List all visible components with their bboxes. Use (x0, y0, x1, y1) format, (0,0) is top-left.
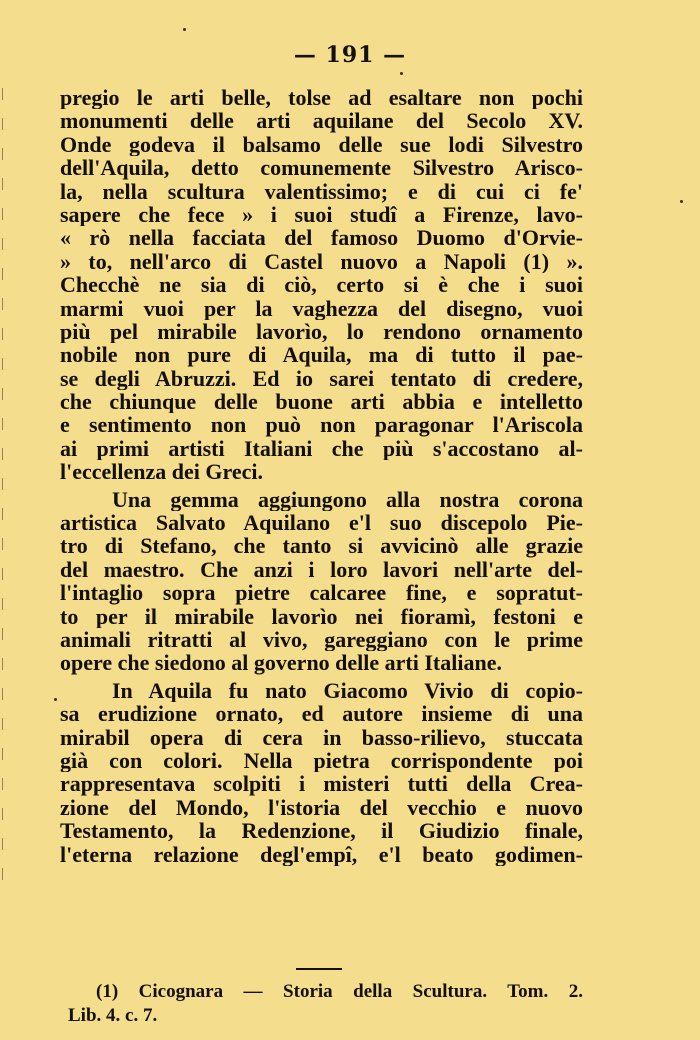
gutter-mark (2, 358, 7, 370)
text-line: « rò nella facciata del famoso Duomo d'Orvie- (60, 226, 583, 250)
footnote (68, 980, 583, 1028)
paper-speck (680, 200, 683, 203)
gutter-mark (2, 538, 7, 550)
text-line: marmi vuoi per la vaghezza del disegno, vuoi (60, 296, 583, 320)
text-line: dell'Aquila, detto comunemente Silvestro Ariscо- (60, 156, 583, 180)
gutter-mark (2, 388, 7, 400)
text-line: In Aquila fu nato Giacomo Vivio di copio- (112, 678, 583, 703)
gutter-mark (2, 748, 7, 760)
text-line: Onde godeva il balsamo delle sue lodi Silvestro (60, 132, 583, 157)
text-line: nobile non pure di Aquila, ma di tutto il pae- (60, 343, 583, 367)
gutter-mark (2, 88, 7, 100)
text-line: mirabil opera di cera in basso-rilievo, stuccata (60, 725, 583, 749)
gutter-mark (2, 118, 7, 130)
gutter-mark (2, 238, 7, 250)
text-line: Una gemma aggiungono alla nostra corona (112, 487, 583, 512)
gutter-mark (2, 418, 7, 430)
footnote-line: Lib. 4. c. 7. (68, 1005, 158, 1026)
body-text (60, 86, 583, 866)
page-number: — 191 — (293, 42, 407, 68)
gutter-mark (2, 508, 7, 520)
text-line: rappresentava scolpiti i misteri tutti della Crea- (60, 772, 583, 796)
gutter-mark (2, 478, 7, 490)
gutter-mark (2, 778, 7, 790)
text-line: l'intaglio sopra pietre calcaree fine, e sopratut- (60, 581, 583, 605)
gutter-mark (2, 658, 7, 670)
gutter-mark (2, 148, 7, 160)
text-line: tro di Stefano, che tanto si avvicinò alle grazie (60, 534, 583, 558)
footnote-line: (1) Cicognara — Storia della Scultura. Tom. 2. (96, 981, 583, 1002)
text-line: che chiunque delle buone arti abbia e intelletto (60, 390, 583, 414)
paper-speck (54, 698, 57, 701)
text-line: » to, nell'arco di Castel nuovo a Napoli (1) ». (60, 249, 583, 274)
gutter-mark (2, 298, 7, 310)
text-line: e sentimento non può non paragonar l'Ariscola (60, 413, 583, 437)
text-line: animali ritratti al vivo, gareggiano con le prime (60, 627, 583, 652)
gutter-mark (2, 598, 7, 610)
gutter-mark (2, 328, 7, 340)
text-line: più pel mirabile lavorìo, lo rendono ornamento (60, 319, 583, 344)
text-line: la, nella scultura valentissimo; e di cui ci fe' (60, 179, 583, 203)
paper-speck (183, 28, 186, 31)
gutter-mark (2, 868, 7, 880)
gutter-mark (2, 628, 7, 640)
text-line: l'eterna relazione degl'empî, e'l beato godimen- (60, 842, 583, 866)
gutter-mark (2, 808, 7, 820)
text-line: pregio le arti belle, tolse ad esaltare non pochi (60, 86, 583, 110)
footnote-rule (296, 968, 342, 970)
gutter-mark (2, 268, 7, 280)
text-line: zione del Mondo, l'istoria del vecchio e nuovo (60, 795, 583, 820)
gutter-mark (2, 448, 7, 460)
text-line: artistica Salvato Aquilano e'l suo discepolo Pie- (60, 511, 583, 535)
text-line: ai primi artisti Italiani che più s'accostano al- (60, 436, 583, 461)
adjacent-page-edge (0, 88, 30, 988)
text-line: sa erudizione ornato, ed autore insieme di una (60, 702, 583, 726)
text-line: to per il mirabile lavorìo nei fioramì, festoni e (60, 604, 583, 628)
gutter-mark (2, 208, 7, 220)
text-line: del maestro. Che anzi i loro lavori nell'arte del- (60, 557, 583, 582)
text-line: Checchè ne sia di ciò, certo si è che i suoi (60, 273, 583, 297)
gutter-mark (2, 838, 7, 850)
paper-speck (400, 72, 403, 75)
gutter-mark (2, 688, 7, 700)
text-line: monumenti delle arti aquilane del Secolo XV. (60, 109, 583, 133)
text-line: già con colori. Nella pietra corrispondente poi (60, 748, 583, 773)
text-line: sapere che fece » i suoi studî a Firenze, lavo- (60, 202, 583, 227)
text-line: l'eccellenza dei Greci. (60, 460, 264, 484)
text-line: se degli Abruzzi. Ed io sarei tentato di credere, (60, 366, 583, 391)
text-line: opere che siedono al governo delle arti Italiane. (60, 651, 502, 675)
text-line: Testamento, la Redenzione, il Giudizio finale, (60, 819, 583, 843)
gutter-mark (2, 568, 7, 580)
gutter-mark (2, 718, 7, 730)
gutter-mark (2, 178, 7, 190)
